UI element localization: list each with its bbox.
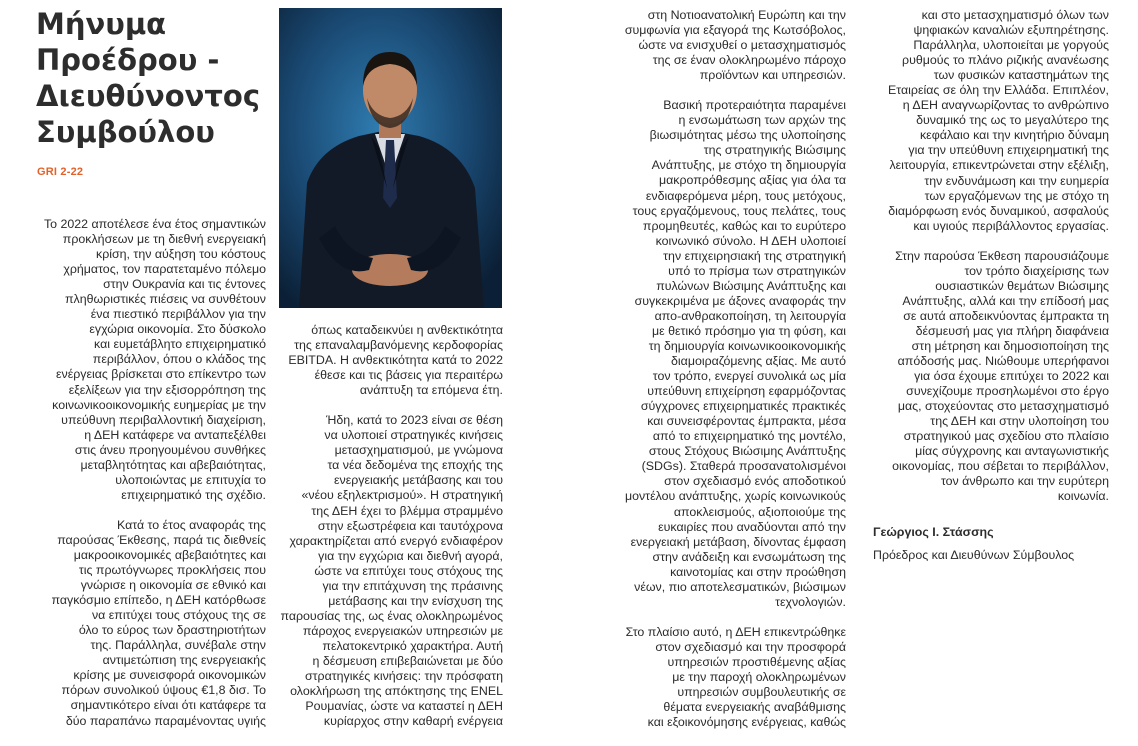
text-line: ενδιαφερόμενα μέρη, τους μετόχους, [645,188,846,203]
text-line: τον τρόπο, ενεργεί συνολικά ως μία [652,369,846,384]
text-line: μετάβασης και την ενίσχυση της [328,593,503,608]
gri-tag: GRI 2-22 [37,166,84,178]
text-line: την επιχειρησιακή της στρατηγική [663,248,846,263]
text-line: λειτουργία, επικεντρώνεται στην εξέλιξη, [889,158,1109,173]
text-line: κεφάλαιο και την κινητήριο δύναμη [919,128,1109,143]
text-line: μοντέλου ανάπτυξης, χωρίς κοινωνικούς [624,489,846,504]
signature-name: Γεώργιος Ι. Στάσσης [873,524,994,539]
text-line: υλοποιώντας με επιτυχία το [115,472,266,487]
text-line: δύο παραπάνω παραμένοντας υγιής [65,713,266,728]
text-line: συνεχίζουμε προσηλωμένοι στο έργο [906,384,1109,399]
title-line: Συμβούλου [36,115,215,149]
text-line: η ΔΕΗ αναγνωρίζοντας το ανθρώπινο [902,98,1109,113]
paragraph [624,625,846,730]
paragraph [36,217,266,503]
text-line: για την εγχώρια και διεθνή αγορά, [318,548,503,563]
text-line: στη μέτρηση και δημοσιοποίηση της [911,338,1109,353]
text-line: μεταβλητότητας και αβεβαιότητας, [80,457,266,472]
text-line: ενέργειας βρίσκεται στο επίκεντρο των [55,367,266,382]
paragraph [36,518,266,729]
text-line: μετασχηματισμού, με γνώμονα [334,443,503,458]
text-line: και εξοικονόμησης ενέργειας, καθώς [647,715,846,730]
text-line: χρήματος, τον παρατεταμένο πόλεμο [63,262,266,277]
text-line: παγκόσμιο επίπεδο, η ΔΕΗ κατόρθωσε [51,593,266,608]
text-line: για την επιτάχυνση της πράσινης [322,578,503,593]
text-line: EBITDA. Η ανθεκτικότητα κατά το 2022 [288,353,503,368]
title-line: Διευθύνοντος [36,79,261,113]
text-line: Το 2022 αποτέλεσε ένα έτος σημαντικών [43,217,266,231]
text-line: κυρίαρχος στην καθαρή ενέργεια [323,714,503,729]
text-line: στις άνευ προηγουμένου συνθήκες [74,442,266,457]
paragraph [624,98,846,610]
portrait-illustration [279,8,502,308]
text-column-3 [624,8,846,745]
text-line: κοινωνικό σύνολο. Η ΔΕΗ υλοποιεί [655,233,846,248]
text-line: τους εργαζόμενους, τους πελάτες, τους [632,203,846,218]
text-column-4 [873,8,1109,563]
text-line: ευκαιρίες που αναδύονται από την [658,519,846,534]
text-line: μακροπρόθεσμης αξίας για όλα τα [658,173,846,188]
text-line: έθεσε και τις βάσεις για περαιτέρω [314,368,503,383]
text-line: Ήδη, κατά το 2023 είναι σε θέση [325,413,503,428]
text-line: ρυθμούς το πλάνο ριζικής ανανέωσης [902,53,1109,68]
paragraph [624,8,846,83]
text-line: της επαναλαμβανόμενης κερδοφορίας [294,338,503,353]
text-line: της σε έναν ολοκληρωμένο πάροχο [652,53,846,68]
text-line: στην ανάδειξη και ενσωμάτωση της [652,549,846,564]
text-line: στρατηγικού μας σχεδίου στο πλαίσιο [903,429,1109,444]
text-line: Ρουμανίας, ώστε να καταστεί η ΔΕΗ [305,699,503,714]
text-line: Στο πλαίσιο αυτό, η ΔΕΗ επικεντρώθηκε [625,624,846,639]
text-line: συμφωνία για εξαγορά της Κωτσόβολος, [624,23,846,38]
text-line: Στην παρούσα Έκθεση παρουσιάζουμε [895,248,1109,263]
text-line: ανάπτυξη τα επόμενα έτη. [359,383,503,398]
signature-role: Πρόεδρος και Διευθύνων Σύμβουλος [873,547,1075,562]
text-column-1 [36,217,266,744]
text-line: να επιτύχει τους στόχους της σε [91,608,266,623]
paragraph [873,8,1109,234]
text-line: Παράλληλα, υλοποιείται με γοργούς [913,38,1109,53]
text-line: υπό το πρίσμα των στρατηγικών [668,263,846,278]
text-line: της ΔΕΗ και στην υλοποίηση του [930,414,1109,429]
text-line: τα νέα δεδομένα της εποχής της [327,458,503,473]
text-line: δέσμευσή μας για πλήρη διαφάνεια [915,323,1109,338]
text-line: ολοκλήρωση της απόκτησης της ENEL [290,684,503,699]
text-line: Βασική προτεραιότητα παραμένει [663,98,846,113]
text-line: για την υπεύθυνη επιχειρηματική της [908,143,1109,158]
title-line: Προέδρου - [36,43,220,77]
text-line: τη δημιουργία κοινωνικοοικονομικής [648,338,846,353]
text-line: η ενσωμάτωση των αρχών της [678,113,846,128]
text-line: παρουσίας της, ως ένας ολοκληρωμένος [280,608,503,623]
paragraph [278,413,503,729]
text-line: προκλήσεων με τη διεθνή ενεργειακή [62,232,266,247]
text-line: διαμόρφωση ενός δυναμικού, ασφαλούς [888,203,1109,218]
text-line: νέων, πιο αποτελεσματικών, βιώσιμων [634,579,846,594]
text-line: περιβάλλον, όπου ο κλάδος της [92,352,266,367]
text-line: σημαντικότερο είναι ότι κατάφερε τα [70,698,266,713]
text-line: η ΔΕΗ κατάφερε να ανταπεξέλθει [84,427,266,442]
text-line: των εργαζόμενων της με στόχο τη [924,188,1109,203]
text-line: στρατηγικές κινήσεις: την πρόσφατη [305,669,503,684]
text-line: πόρων συνολικού ύψους €1,8 δισ. Το [61,683,266,698]
text-line: στην εξωστρέφεια και ταυτόχρονα [317,518,503,533]
text-line: σύγχρονες επιχειρηματικές πρακτικές [640,399,846,414]
text-line: Κατά το έτος αναφοράς της [116,517,266,532]
text-line: μας, στοχεύοντας στο μετασχηματισμό [897,399,1109,414]
text-line: Ανάπτυξης, αλλά και την επίδοσή μας [902,293,1109,308]
text-line: στους Στόχους Βιώσιμης Ανάπτυξης [648,444,846,459]
text-line: Εταιρείας σε όλη την Ελλάδα. Επιπλέον, [888,83,1109,98]
text-line: υπεύθυνη επιχείρηση εφαρμόζοντας [647,384,846,399]
text-line: συγκεκριμένα με άξονες αναφοράς την [634,293,846,308]
text-line: κοινωνικοοικονομικής ευημερίας με την [52,397,266,412]
text-line: της ΔΕΗ έχει το βλέμμα στραμμένο [311,503,503,518]
text-line: κρίσης με συνεισφορά οικονομικών [73,668,266,683]
text-line: απο-ανθρακοποίηση, τη λειτουργία [654,308,846,323]
text-line: κρίση, την αύξηση του κόστους [96,247,266,262]
text-line: και στο μετασχηματισμό όλων των [921,8,1109,22]
text-line: διαμοιραζόμενης αξίας. Με αυτό [671,354,846,369]
text-line: ώστε να ενισχυθεί ο μετασχηματισμός [638,38,846,53]
text-line: υπηρεσιών προστιθέμενης αξίας [667,654,846,669]
text-line: της. Παράλληλα, συνέβαλε στην [90,638,266,653]
text-line: ψηφιακών καναλιών εξυπηρέτησης. [913,23,1109,38]
text-line: υπεύθυνη περιβαλλοντική διαχείριση, [61,412,266,427]
text-line: παρούσας Έκθεσης, παρά τις διεθνείς [57,532,266,547]
text-line: επιχειρηματικό της σχέδιο. [121,487,266,502]
text-line: σε αυτά αποδεικνύοντας έμπρακτα τη [903,308,1109,323]
text-line: της στρατηγικής Βιώσιμης [703,143,846,158]
text-line: ουσιαστικών θεμάτων Βιώσιμης [935,278,1109,293]
text-line: δυναμικό της ως το μεγαλύτερο της [916,113,1109,128]
chairman-photo [279,8,502,308]
text-line: πληθωριστικές πιέσεις να συνθέτουν [64,292,266,307]
text-line: ενεργειακής μετάβασης και του [333,473,503,488]
text-line: ένα πιεστικό περιβάλλον για την [90,307,266,322]
text-line: τον τρόπο διαχείρισης των [964,263,1109,278]
text-line: από το επιχειρηματικό της μοντέλο, [652,429,846,444]
text-line: ενεργειακή μετάβαση, δίνοντας έμφαση [630,534,846,549]
text-line: πελατοκεντρικό χαρακτήρα. Αυτή [322,638,503,653]
text-line: μακροοικονομικές αβεβαιότητες και [73,547,266,562]
text-line: στον σχεδιασμό και την προσφορά [655,639,846,654]
text-line: γνώρισε η οικονομία σε εθνικό και [80,578,266,593]
text-line: προϊόντων και υπηρεσιών. [699,68,846,83]
text-line: προμηθευτές, καθώς και το ευρύτερο [642,218,846,233]
text-line: με την παροχή ολοκληρωμένων [672,669,846,684]
text-line: και συνεισφέροντας έμπρακτα, μέσα [647,414,846,429]
text-line: πάροχος ενεργειακών υπηρεσιών με [302,623,503,638]
text-line: ώστε να επιτύχει τους στόχους της [314,563,503,578]
text-line: με θετικό πρόσημο για τη φύση, και [651,323,846,338]
text-line: αποκλεισμούς, αξιοποιούμε της [673,504,846,519]
text-line: θέματα ενεργειακής αναβάθμισης [663,700,846,715]
text-line: για όσα έχουμε επιτύχει το 2022 και [914,369,1109,384]
paragraph [873,249,1109,505]
text-line: καινοτομίας και στην προώθηση [670,564,846,579]
page-title [36,6,266,150]
text-column-2 [278,323,503,744]
text-line: την ενδυνάμωση και την ευημερία [924,173,1109,188]
text-line: βιωσιμότητας μέσω της υλοποίησης [649,128,846,143]
title-line: Μήνυμα [36,7,167,41]
text-line: πυλώνων Βιώσιμης Ανάπτυξης και [656,278,846,293]
paragraph [278,323,503,398]
text-line: κοινωνία. [1057,489,1109,504]
text-line: και υγιούς περιβάλλοντος εργασίας. [913,218,1109,233]
text-line: στην Ουκρανία και τις έντονες [103,277,266,292]
text-line: η δέσμευση επιβεβαιώνεται με δύο [312,653,503,668]
text-line: μίας σύγχρονης και ανταγωνιστικής [915,444,1109,459]
text-line: υπηρεσιών συμβουλευτικής σε [677,685,846,700]
text-line: να υλοποιεί στρατηγικές κινήσεις [324,428,503,443]
text-line: αντιμετώπιση της ενεργειακής [102,653,266,668]
text-line: στη Νοτιοανατολική Ευρώπη και την [647,8,846,22]
text-line: όλο το εύρος των δραστηριοτήτων [78,623,266,638]
text-line: στον σχεδιασμό ενός αποδοτικού [664,474,846,489]
text-line: τον άνθρωπο και την ευρύτερη [940,474,1109,489]
text-line: εγχώρια οικονομία. Στο δύσκολο [89,322,266,337]
text-line: Ανάπτυξης, με στόχο τη δημιουργία [651,158,846,173]
text-line: χαρακτηρίζεται από ενεργό ενδιαφέρον [289,533,503,548]
text-line: οικονομίας, που σέβεται το περιβάλλον, [892,459,1109,474]
column-4-paragraphs [873,8,1109,505]
text-line: των φυσικών καταστημάτων της [933,68,1109,83]
text-line: όπως καταδεικνύει η ανθεκτικότητα [311,323,503,337]
text-line: τεχνολογιών. [775,594,846,609]
text-line: εξελίξεων για την εξισορρόπηση της [68,382,266,397]
text-line: (SDGs). Σταθερά προσανατολισμένοι [641,459,846,474]
text-line: τις πρωτόγνωρες προκλήσεις που [78,563,266,578]
text-line: και ευμετάβλητο επιχειρηματικό [94,337,266,352]
text-line: απόδοσής μας. Νιώθουμε υπερήφανοι [897,354,1109,369]
text-line: «νέου εξηλεκτρισμού». Η στρατηγική [301,488,503,503]
